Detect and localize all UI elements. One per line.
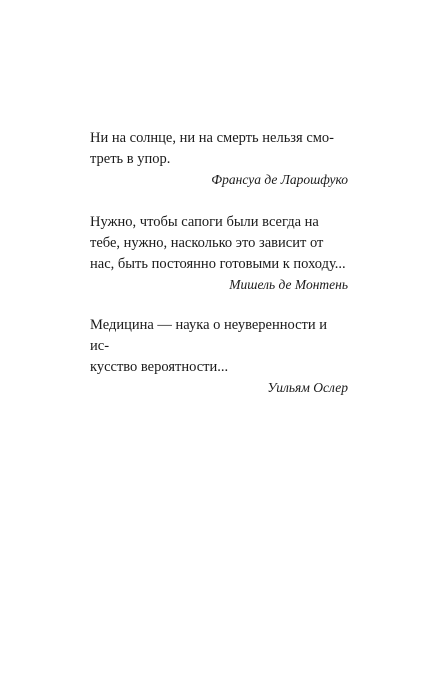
epigraph-2-line-3: нас, быть постоянно готовыми к походу... xyxy=(90,256,346,272)
epigraph-1-text xyxy=(90,128,348,170)
epigraph-3-text xyxy=(90,315,348,378)
epigraph-3-line-1: Медицина — наука о неуверенности и ис- xyxy=(90,317,328,354)
epigraph-3 xyxy=(90,315,348,398)
epigraph-1-line-1: Ни на солнце, ни на смерть нельзя смо- xyxy=(90,130,335,146)
epigraph-3-line-2: кусство вероятности... xyxy=(90,359,229,375)
epigraph-2-text xyxy=(90,212,348,275)
epigraph-1-author: Франсуа де Ларошфуко xyxy=(211,172,348,187)
epigraph-2-line-2: тебе, нужно, насколько это зависит от xyxy=(90,235,324,251)
epigraph-2 xyxy=(90,212,348,295)
epigraph-1-line-2: треть в упор. xyxy=(90,151,171,167)
epigraph-2-line-1: Нужно, чтобы сапоги были всегда на xyxy=(90,214,319,230)
epigraph-2-author: Мишель де Монтень xyxy=(229,277,348,292)
epigraphs-block xyxy=(90,128,348,420)
epigraph-3-author: Уильям Ослер xyxy=(267,380,348,395)
epigraph-1 xyxy=(90,128,348,190)
